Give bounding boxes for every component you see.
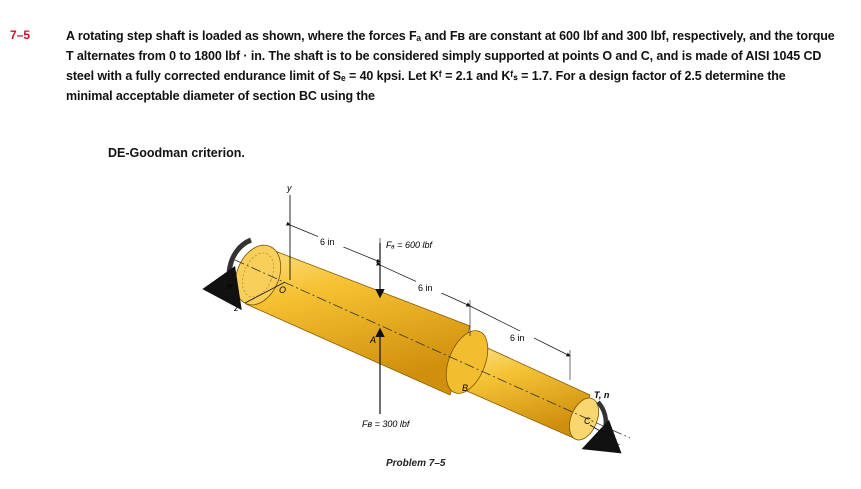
dimension-2-label: 6 in [418, 283, 433, 293]
criterion-text: DE-Goodman criterion. [108, 146, 245, 160]
point-A-label: A [370, 335, 377, 345]
torque-label: T, n [594, 390, 610, 400]
y-axis-label: y [287, 183, 292, 193]
statement-line-3: steel with a fully corrected endurance limit of Sₑ = 40 kpsi. Let Kᶠ = 2.1 and Kᶠₛ = 1.7. For a design factor of 2.5 determine the [66, 69, 786, 83]
point-C-label: C [584, 416, 591, 426]
statement-line-1: A rotating step shaft is loaded as shown, where the forces Fₐ and Fʙ are constant at 600 lbf and 300 lbf, respectively, and the torque [66, 29, 835, 43]
x-axis-label: x [615, 441, 620, 451]
dimension-1-label: 6 in [320, 237, 335, 247]
force-B-label: Fʙ = 300 lbf [362, 419, 410, 429]
statement-line-2: T alternates from 0 to 1800 lbf · in. The shaft is to be considered simply supported at points O and C, and is made of AISI 1045 CD [66, 49, 822, 63]
rotation-label-n: n [227, 281, 233, 291]
statement-line-4: minimal acceptable diameter of section BC using the [66, 89, 375, 103]
problem-number: 7–5 [10, 28, 31, 42]
force-A-label: Fₐ = 600 lbf [386, 240, 433, 250]
z-axis-label: z [234, 303, 239, 313]
point-B-label: B [462, 383, 469, 393]
point-O-label: O [279, 285, 287, 295]
dimension-3-label: 6 in [510, 333, 525, 343]
figure-caption: Problem 7–5 [386, 458, 446, 469]
